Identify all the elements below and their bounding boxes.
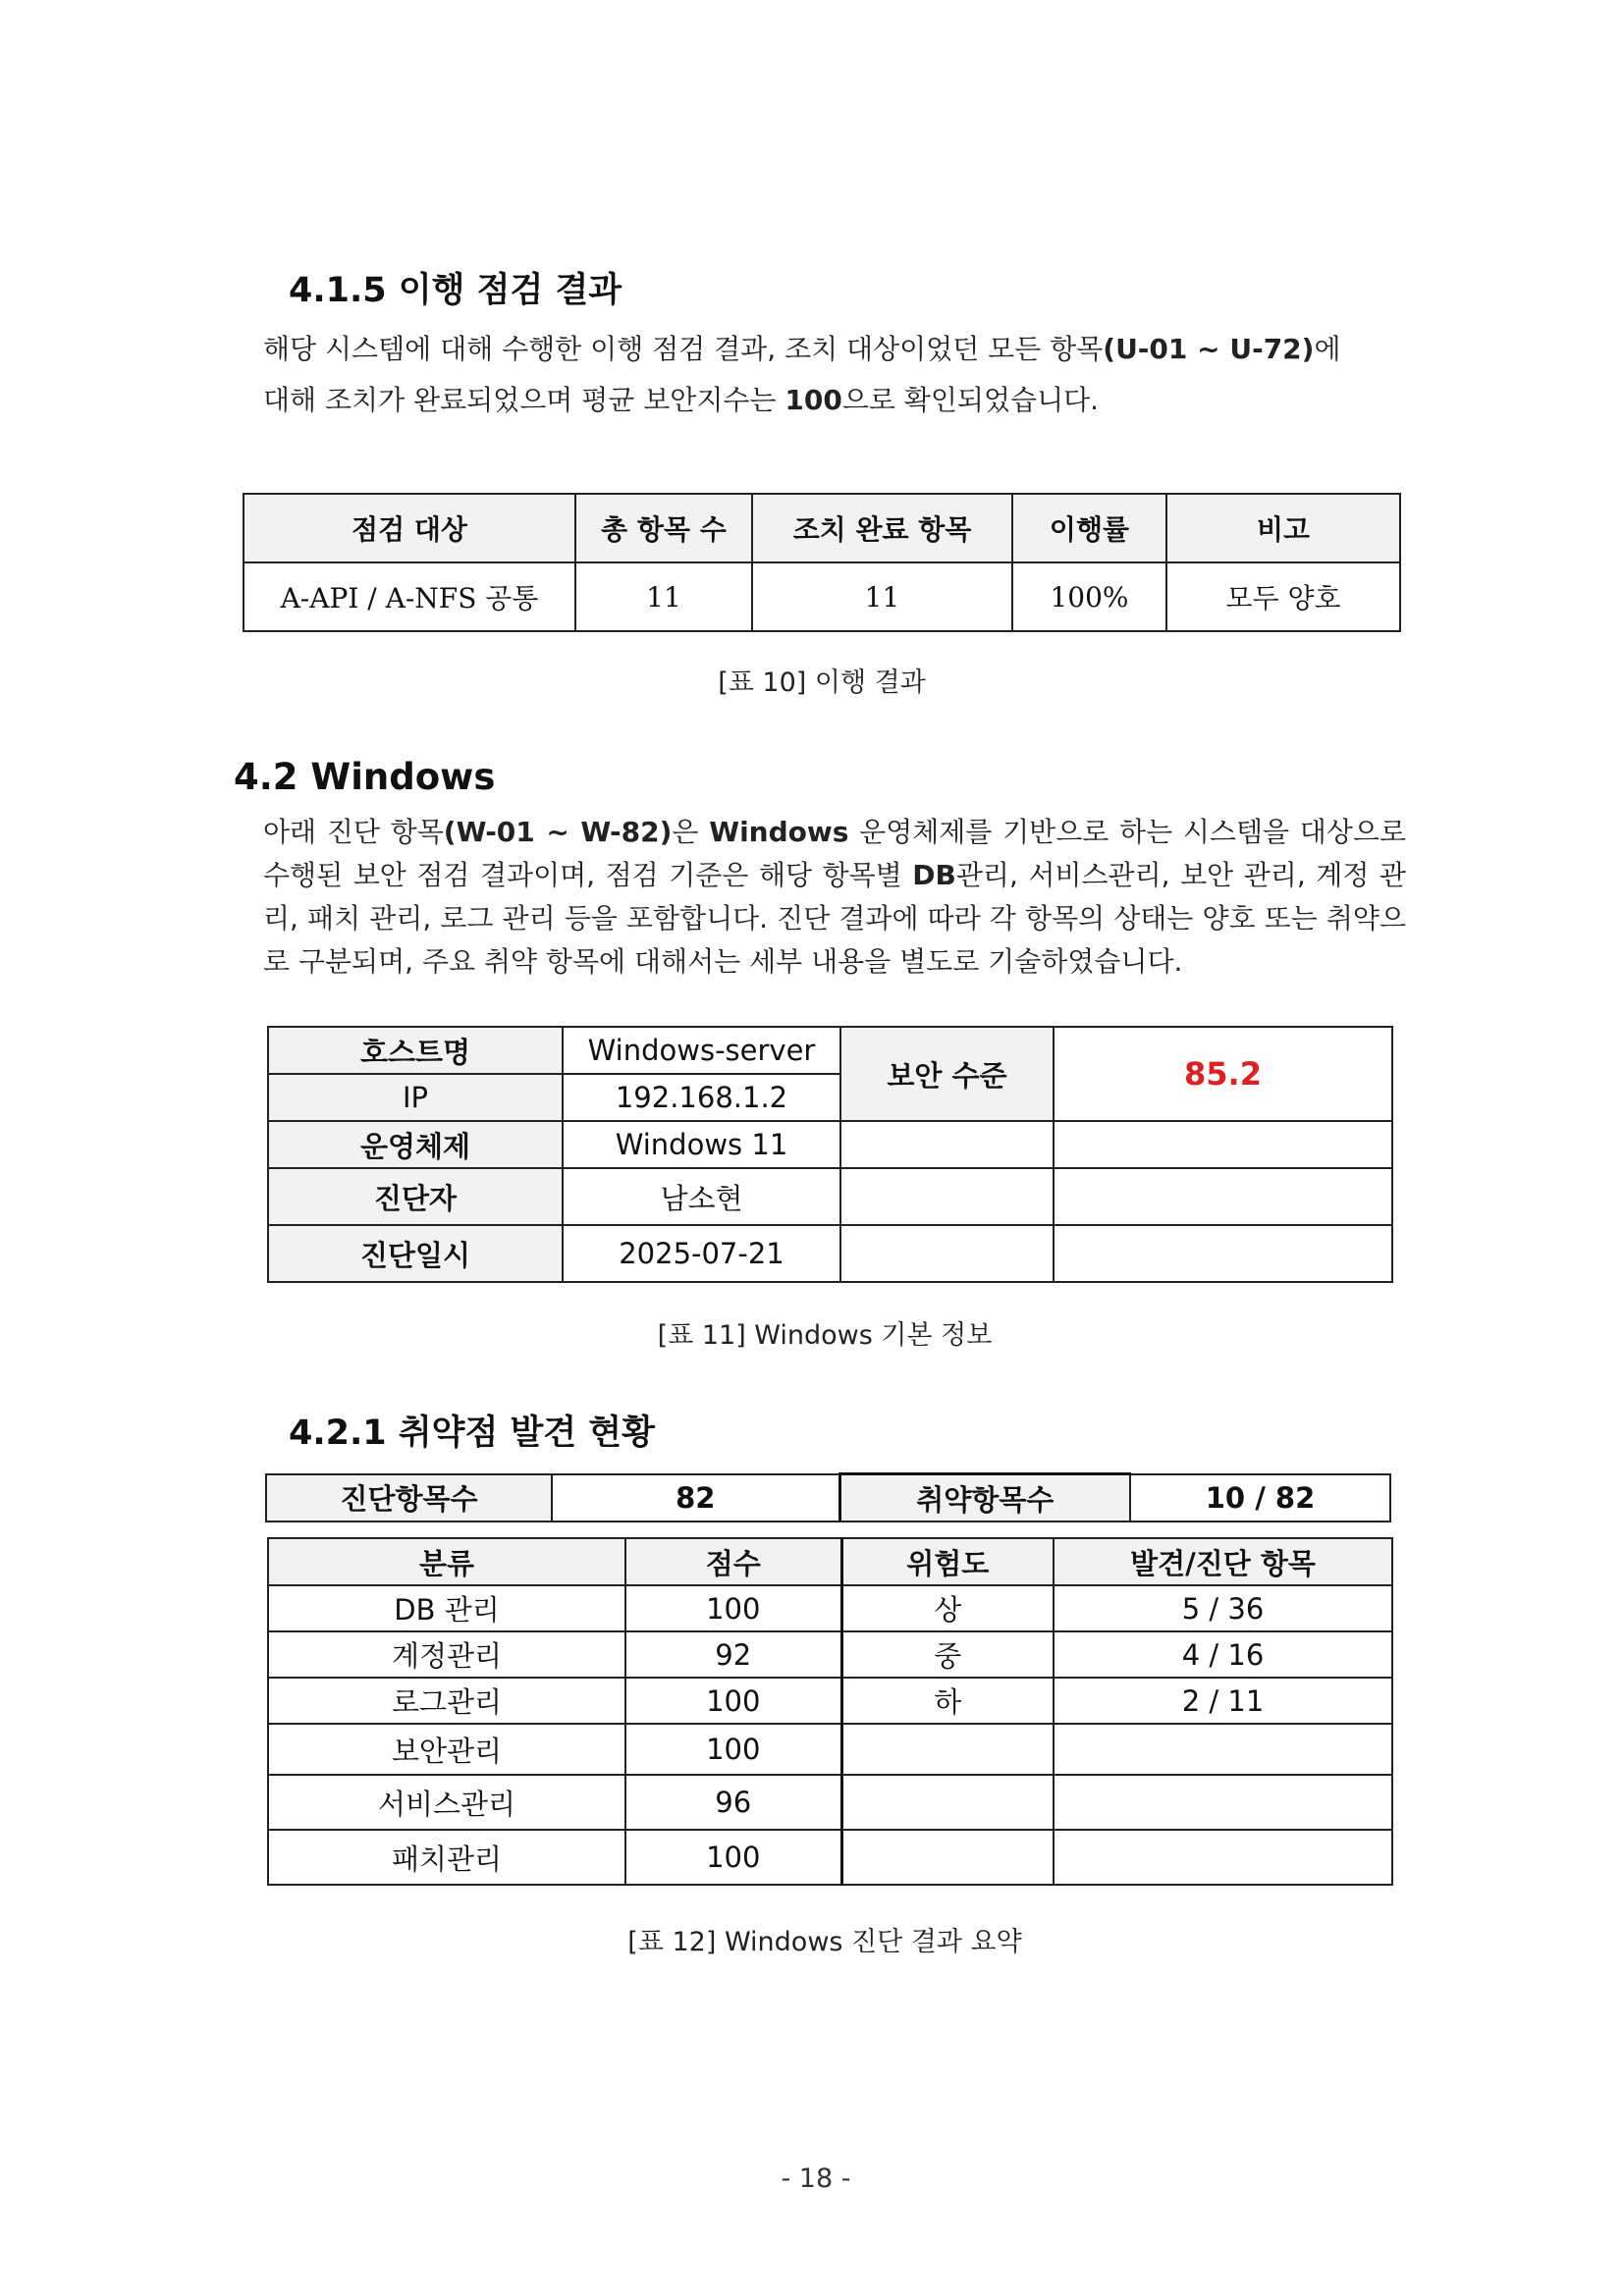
para-text: 으로 확인되었습니다. xyxy=(841,384,1100,416)
table-cell: 패치관리 xyxy=(268,1830,625,1885)
para-text: 에 xyxy=(1314,333,1341,365)
table-cell xyxy=(841,1724,1054,1775)
table-cell: 2 / 11 xyxy=(1054,1678,1392,1724)
para-bold: DB xyxy=(912,859,956,891)
table-header-cell: 점수 xyxy=(625,1538,841,1585)
table-cell xyxy=(1054,1775,1392,1830)
table-cell xyxy=(1054,1830,1392,1885)
table-cell: 모두 양호 xyxy=(1166,562,1400,631)
table-header-cell: 비고 xyxy=(1166,494,1400,562)
table-header-cell: 발견/진단 항목 xyxy=(1054,1538,1392,1585)
table-cell: 92 xyxy=(625,1631,841,1678)
para-text: 대해 조치가 완료되었으며 평균 보안지수는 xyxy=(263,384,785,416)
table-header-row xyxy=(243,494,1400,562)
table-row xyxy=(268,1830,1392,1885)
paragraph-4-1-5 xyxy=(263,324,1406,426)
table-cell: 96 xyxy=(625,1775,841,1830)
table-label-cell: 운영체제 xyxy=(268,1121,563,1168)
table-header-cell: 점검 대상 xyxy=(243,494,575,562)
security-level-value: 85.2 xyxy=(1054,1027,1392,1121)
table-11-caption: [표 11] Windows 기본 정보 xyxy=(657,1320,993,1351)
table-row xyxy=(268,1775,1392,1830)
table-10 xyxy=(243,493,1401,632)
total-items-label: 진단항목수 xyxy=(266,1474,552,1522)
table-label-cell: 진단일시 xyxy=(268,1225,563,1282)
table-empty-cell xyxy=(1054,1121,1392,1168)
table-header-cell: 총 항목 수 xyxy=(575,494,752,562)
para-bold: (W-01 ~ W-82) xyxy=(443,816,673,848)
table-cell: 11 xyxy=(752,562,1012,631)
section-heading-4-1-5: 4.1.5 이행 점검 결과 xyxy=(289,271,622,310)
table-cell: 계정관리 xyxy=(268,1631,625,1678)
table-row xyxy=(268,1678,1392,1724)
para-text: 아래 진단 항목 xyxy=(263,816,444,848)
page-number: - 18 - xyxy=(781,2163,851,2194)
table-row xyxy=(268,1631,1392,1678)
para-bold: (U-01 ~ U-72) xyxy=(1103,333,1315,365)
table-cell xyxy=(841,1775,1054,1830)
table-cell xyxy=(1054,1724,1392,1775)
vuln-items-value: 10 / 82 xyxy=(1130,1474,1390,1522)
table-cell: 11 xyxy=(575,562,752,631)
table-cell: 100 xyxy=(625,1830,841,1885)
table-empty-cell xyxy=(1054,1225,1392,1282)
table-empty-cell xyxy=(1054,1168,1392,1225)
total-items-value: 82 xyxy=(552,1474,839,1522)
vuln-items-label: 취약항목수 xyxy=(839,1474,1130,1522)
table-label-cell: 진단자 xyxy=(268,1168,563,1225)
section-heading-4-2-1: 4.2.1 취약점 발견 현황 xyxy=(289,1414,655,1453)
table-11 xyxy=(267,1026,1393,1283)
table-12-caption: [표 12] Windows 진단 결과 요약 xyxy=(627,1927,1022,1957)
table-empty-cell xyxy=(840,1168,1054,1225)
para-text: 은 xyxy=(672,816,710,848)
table-cell: 서비스관리 xyxy=(268,1775,625,1830)
table-cell: 5 / 36 xyxy=(1054,1585,1392,1631)
table-empty-cell xyxy=(840,1225,1054,1282)
table-row xyxy=(268,1724,1392,1775)
table-label-cell: 호스트명 xyxy=(268,1027,563,1074)
table-cell: 100 xyxy=(625,1724,841,1775)
table-label-cell: IP xyxy=(268,1074,563,1121)
table-cell: Windows-server xyxy=(563,1027,840,1074)
security-level-label: 보안 수준 xyxy=(840,1027,1054,1121)
table-row xyxy=(268,1168,1392,1225)
table-12 xyxy=(267,1537,1393,1886)
table-cell: 하 xyxy=(841,1678,1054,1724)
table-row xyxy=(266,1474,1390,1522)
table-cell: 192.168.1.2 xyxy=(563,1074,840,1121)
table-empty-cell xyxy=(840,1121,1054,1168)
table-header-cell: 위험도 xyxy=(841,1538,1054,1585)
table-row xyxy=(268,1121,1392,1168)
table-cell: 중 xyxy=(841,1631,1054,1678)
table-cell: 100 xyxy=(625,1678,841,1724)
table-cell: 100 xyxy=(625,1585,841,1631)
paragraph-4-2 xyxy=(263,811,1406,984)
table-cell: A-API / A-NFS 공통 xyxy=(243,562,575,631)
para-text: 관리, 서비스관리, 보안 관리, 계정 관리, 패치 관리, 로그 관리 등을 포함합니다. 진단 결과에 따라 각 항목의 상태는 양호 또는 취약으로 구분되며, 주요 취약 항목에 대해서는 세부 내용을 별도로 기술하였습니다. xyxy=(263,859,1406,978)
table-cell: 100% xyxy=(1012,562,1166,631)
para-text: 해당 시스템에 대해 수행한 이행 점검 결과, 조치 대상이었던 모든 항목 xyxy=(263,333,1104,365)
table-cell: 남소현 xyxy=(563,1168,840,1225)
table-cell: Windows 11 xyxy=(563,1121,840,1168)
table-cell xyxy=(841,1830,1054,1885)
table-header-row xyxy=(268,1538,1392,1585)
para-bold: 100 xyxy=(784,384,842,416)
section-heading-4-2: 4.2 Windows xyxy=(234,756,496,798)
table-row xyxy=(268,1225,1392,1282)
table-12-summary xyxy=(265,1472,1391,1522)
table-cell: 로그관리 xyxy=(268,1678,625,1724)
table-row xyxy=(268,1585,1392,1631)
table-header-cell: 조치 완료 항목 xyxy=(752,494,1012,562)
table-cell: DB 관리 xyxy=(268,1585,625,1631)
table-cell: 상 xyxy=(841,1585,1054,1631)
table-cell: 4 / 16 xyxy=(1054,1631,1392,1678)
table-row xyxy=(268,1027,1392,1074)
table-10-caption: [표 10] 이행 결과 xyxy=(718,667,926,698)
table-header-cell: 이행률 xyxy=(1012,494,1166,562)
table-header-cell: 분류 xyxy=(268,1538,625,1585)
para-text: 운영체제를 기반으로 하는 시스템을 대상으로 수행된 보안 점검 결과이며, 점검 기준은 해당 항목별 xyxy=(263,816,1406,891)
table-row xyxy=(243,562,1400,631)
table-cell: 보안관리 xyxy=(268,1724,625,1775)
table-cell: 2025-07-21 xyxy=(563,1225,840,1282)
para-bold: Windows xyxy=(709,816,849,848)
